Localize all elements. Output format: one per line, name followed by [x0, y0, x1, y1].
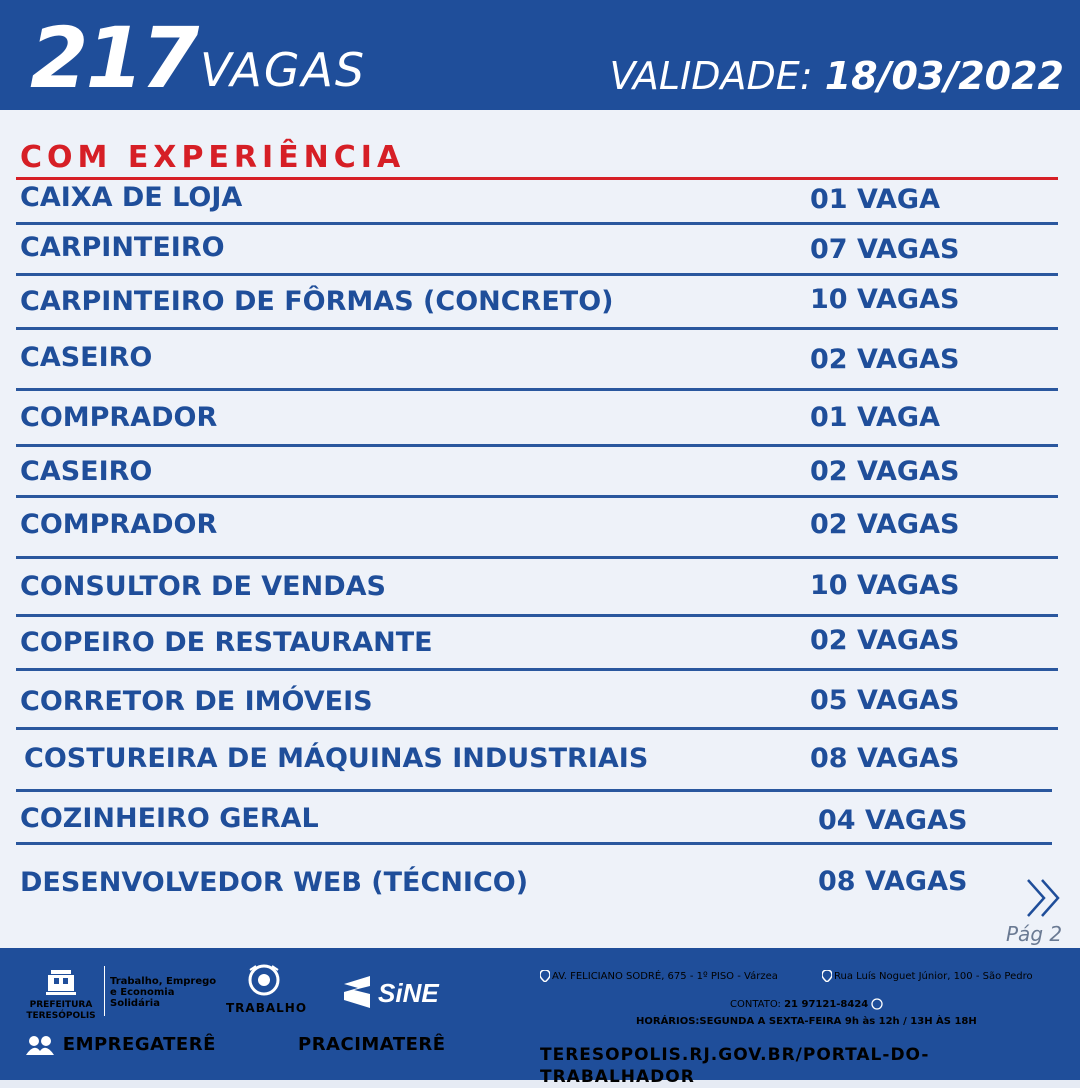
job-title: CAIXA DE LOJA: [20, 182, 243, 213]
job-title: COZINHEIRO GERAL: [20, 803, 319, 834]
address-text: Rua Luís Noguet Júnior, 100 - São Pedro: [834, 971, 1033, 982]
page-number: Pág 2: [1006, 922, 1063, 946]
job-title: CARPINTEIRO DE FÔRMAS (CONCRETO): [20, 286, 614, 317]
logo-divider: [104, 966, 105, 1016]
double-chevron-right-icon[interactable]: [1024, 876, 1064, 920]
validity-date: 18/03/2022: [824, 54, 1064, 98]
row-divider: [16, 842, 1052, 845]
row-divider: [16, 495, 1058, 498]
job-vagas: 02 VAGAS: [810, 625, 960, 656]
row-divider: [16, 327, 1058, 330]
job-vagas: 01 VAGA: [810, 184, 940, 215]
job-title: COSTUREIRA DE MÁQUINAS INDUSTRIAIS: [24, 743, 649, 774]
job-title: COMPRADOR: [20, 402, 218, 433]
job-vagas: 02 VAGAS: [810, 456, 960, 487]
location-pin-icon: [822, 970, 832, 982]
section-title: COM EXPERIÊNCIA: [20, 140, 406, 175]
job-vagas: 01 VAGA: [810, 402, 940, 433]
vacancy-count: 217: [30, 9, 197, 107]
prefeitura-label: PREFEITURA TERESÓPOLIS: [26, 1000, 96, 1021]
header-banner: [0, 0, 1080, 110]
row-divider: [16, 222, 1058, 225]
trabalho-label: TRABALHO: [226, 1001, 308, 1015]
job-vagas: 05 VAGAS: [810, 685, 960, 716]
people-icon: [24, 1034, 63, 1055]
job-vagas: 02 VAGAS: [810, 509, 960, 540]
sine-label: SiNE: [378, 978, 439, 1008]
opening-hours: HORÁRIOS:SEGUNDA A SEXTA-FEIRA 9h às 12h / 13H ÀS 18H: [636, 1016, 977, 1027]
address-varzea: [540, 970, 778, 984]
row-divider: [16, 388, 1058, 391]
row-divider: [16, 668, 1058, 671]
row-divider: [16, 727, 1058, 730]
job-title: CASEIRO: [20, 456, 153, 487]
job-title: COPEIRO DE RESTAURANTE: [20, 627, 433, 658]
website-link[interactable]: TERESOPOLIS.RJ.GOV.BR/PORTAL-DO-TRABALHADOR: [540, 1045, 930, 1087]
row-divider: [16, 556, 1058, 559]
job-title: CARPINTEIRO: [20, 232, 225, 263]
row-divider: [16, 614, 1058, 617]
job-vagas: 10 VAGAS: [810, 570, 960, 601]
validity: [610, 48, 1065, 104]
address-sao-pedro: [822, 970, 1033, 984]
job-title: CORRETOR DE IMÓVEIS: [20, 686, 373, 717]
row-divider: [16, 273, 1058, 276]
job-title: DESENVOLVEDOR WEB (TÉCNICO): [20, 867, 529, 898]
contact-phone[interactable]: 21 97121-8424: [784, 999, 869, 1010]
row-divider: [16, 444, 1058, 447]
job-vagas: 08 VAGAS: [810, 743, 960, 774]
empregatere-logo: [24, 1034, 216, 1055]
job-vagas: 07 VAGAS: [810, 234, 960, 265]
contact-label: CONTATO:: [730, 999, 781, 1010]
contact: [730, 998, 883, 1012]
location-pin-icon: [540, 970, 550, 982]
sine-logo: [340, 972, 460, 1012]
job-vagas: 08 VAGAS: [818, 866, 968, 897]
job-vagas: 04 VAGAS: [818, 805, 968, 836]
job-title: COMPRADOR: [20, 509, 218, 540]
pracimatere-logo: PRACIMATERÊ: [298, 1034, 446, 1055]
job-title: CASEIRO: [20, 342, 153, 373]
validity-label: VALIDADE:: [609, 54, 813, 98]
job-vagas: 02 VAGAS: [810, 344, 960, 375]
row-divider: [16, 789, 1052, 792]
whatsapp-icon: [871, 999, 883, 1010]
department-text: Trabalho, Emprego e Economia Solidária: [110, 976, 217, 1009]
job-title: CONSULTOR DE VENDAS: [20, 571, 386, 602]
address-text: AV. FELICIANO SODRÉ, 675 - 1º PISO - Várzea: [552, 971, 778, 982]
vacancy-word: VAGAS: [200, 43, 367, 97]
job-vagas: 10 VAGAS: [810, 284, 960, 315]
empregatere-label: EMPREGATERÊ: [62, 1034, 216, 1055]
